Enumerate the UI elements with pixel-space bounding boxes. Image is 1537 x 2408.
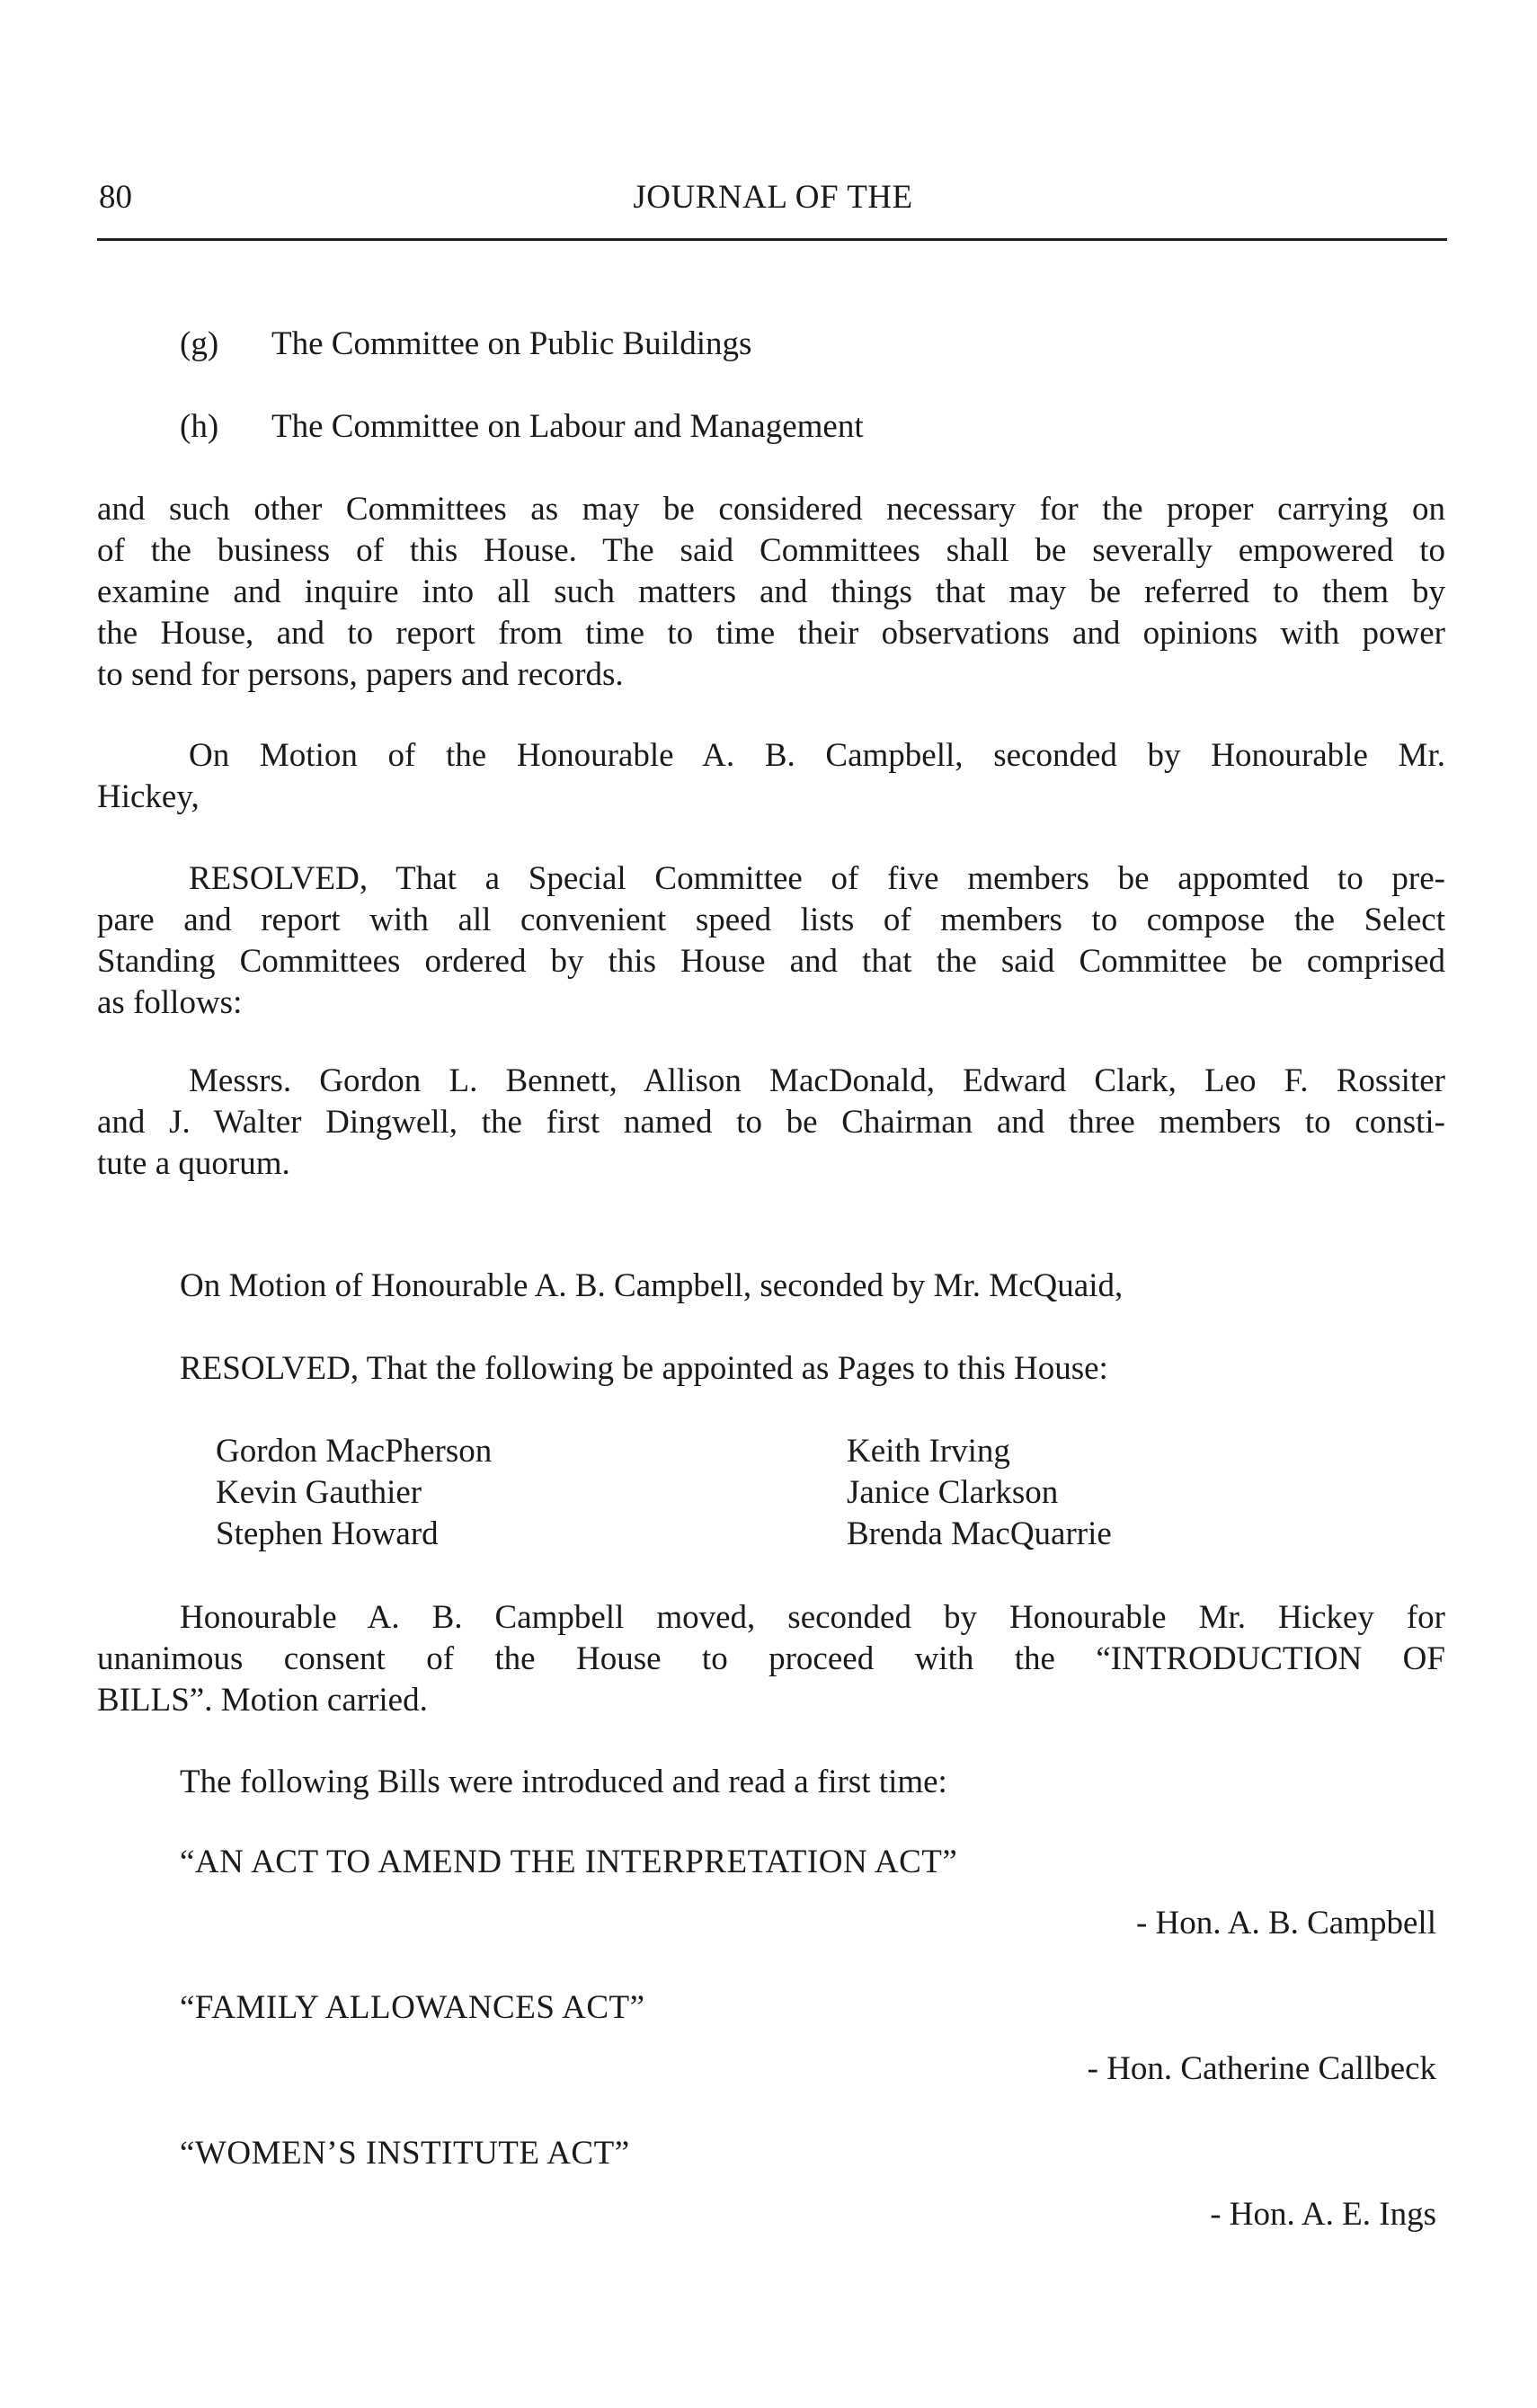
bill-title: “AN ACT TO AMEND THE INTERPRETATION ACT” — [180, 1844, 958, 1880]
paragraph-line: On Motion of the Honourable A. B. Campbell, seconded by Honourable Mr. — [189, 737, 1445, 774]
paragraph-line: the House, and to report from time to time their observations and opinions with power — [97, 615, 1445, 652]
page-header — [99, 178, 1447, 223]
pages-list-right — [847, 1431, 1112, 1555]
pages-list-left — [216, 1431, 492, 1555]
header-rule — [97, 238, 1447, 241]
committee-text: The Committee on Labour and Management — [271, 408, 864, 445]
bill-sponsor: - Hon. A. E. Ings — [1210, 2196, 1436, 2233]
paragraph-line: BILLS”. Motion carried. — [97, 1682, 428, 1719]
paragraph-line: and such other Committees as may be considered necessary for the proper carrying on — [97, 491, 1445, 528]
resolved-special-committee-paragraph — [97, 858, 1445, 1024]
paragraph-line: pare and report with all convenient speed lists of members to compose the Select — [97, 902, 1445, 938]
paragraph-line: Messrs. Gordon L. Bennett, Allison MacDonald, Edward Clark, Leo F. Rossiter — [189, 1062, 1445, 1099]
bill-sponsor: - Hon. Catherine Callbeck — [1087, 2050, 1436, 2087]
committee-label: (h) — [180, 408, 219, 445]
members-paragraph — [97, 1061, 1445, 1185]
paragraph-line: Standing Committees ordered by this House and that the said Committee be comprised — [97, 943, 1445, 980]
paragraph-line: unanimous consent of the House to proceed with the “INTRODUCTION OF — [97, 1640, 1445, 1677]
page-name: Stephen Howard — [216, 1515, 439, 1552]
committee-item-h — [180, 406, 1348, 448]
bills-intro-paragraph: The following Bills were introduced and read a first time: — [180, 1764, 947, 1800]
paragraph-line: of the business of this House. The said Committees shall be severally empowered to — [97, 532, 1445, 569]
page-name: Kevin Gauthier — [216, 1474, 422, 1511]
page-number: 80 — [99, 179, 132, 216]
paragraph-line: to send for persons, papers and records. — [97, 656, 624, 693]
committee-item-g — [180, 324, 1348, 365]
committee-label: (g) — [180, 325, 219, 362]
committee-text: The Committee on Public Buildings — [271, 325, 752, 362]
motion-paragraph — [97, 735, 1445, 818]
bill-sponsor: - Hon. A. B. Campbell — [1135, 1905, 1436, 1942]
bill-title: “WOMEN’S INSTITUTE ACT” — [180, 2135, 630, 2172]
paragraph-line: examine and inquire into all such matters and things that may be referred to them by — [97, 573, 1445, 610]
committees-paragraph — [97, 489, 1445, 696]
resolved-pages-paragraph: RESOLVED, That the following be appointed as Pages to this House: — [180, 1350, 1108, 1387]
motion-mcquaid-paragraph: On Motion of Honourable A. B. Campbell, seconded by Mr. McQuaid, — [180, 1267, 1124, 1304]
paragraph-line: Hickey, — [97, 778, 200, 815]
bill-title: “FAMILY ALLOWANCES ACT” — [180, 1989, 645, 2026]
page-name: Brenda MacQuarrie — [847, 1515, 1112, 1552]
paragraph-line: tute a quorum. — [97, 1145, 290, 1182]
paragraph-line: RESOLVED, That a Special Committee of five members be appomted to pre- — [189, 860, 1445, 897]
paragraph-line: as follows: — [97, 984, 243, 1021]
page-name: Keith Irving — [847, 1433, 1010, 1470]
running-title: JOURNAL OF THE — [633, 179, 913, 216]
paragraph-line: Honourable A. B. Campbell moved, seconded by Honourable Mr. Hickey for — [180, 1599, 1445, 1636]
paragraph-line: and J. Walter Dingwell, the first named to be Chairman and three members to consti- — [97, 1104, 1445, 1141]
page-name: Gordon MacPherson — [216, 1433, 493, 1470]
introduction-of-bills-paragraph — [97, 1597, 1445, 1721]
page-name: Janice Clarkson — [847, 1474, 1059, 1511]
